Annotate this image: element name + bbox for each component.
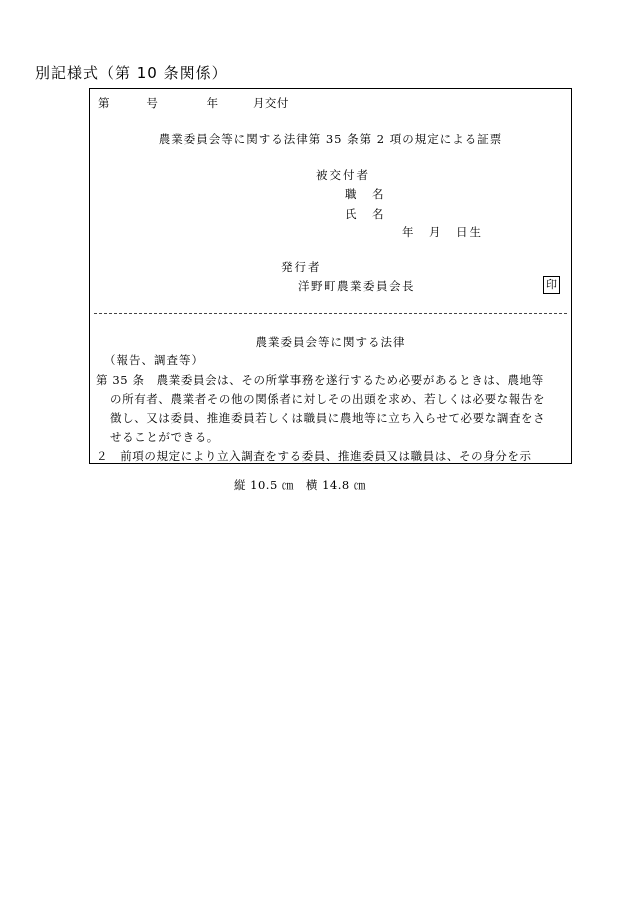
job-title-label: 職 名 (345, 187, 386, 201)
cut-line-divider (94, 313, 567, 314)
law-text-line: せることができる。 (110, 430, 219, 444)
seal-stamp-box: 印 (543, 276, 560, 294)
recipient-label: 被交付者 (316, 168, 370, 182)
issue-number-label: 号 (146, 96, 159, 110)
law-text-line: 徴し、又は委員、推進委員若しくは職員に農地等に立ち入らせて必要な調査をさ (110, 411, 546, 425)
birth-date-label: 年 月 日生 (402, 225, 483, 239)
law-text-line: の所有者、農業者その他の関係者に対しその出頭を求め、若しくは必要な報告を (110, 392, 546, 406)
issue-line (98, 95, 289, 111)
certificate-title: 農業委員会等に関する法律第 35 条第 2 項の規定による証票 (158, 132, 503, 146)
page-title: 別記様式（第 10 条関係） (35, 64, 228, 82)
issue-date-label: 月交付 (252, 96, 289, 110)
law-article-heading: （報告、調査等） (104, 353, 204, 367)
issue-no-label: 第 (98, 96, 110, 110)
law-text-line: ２ 前項の規定により立入調査をする委員、推進委員又は職員は、その身分を示 (96, 449, 532, 463)
law-text-line: 第 35 条 農業委員会は、その所掌事務を遂行するため必要があるときは、農地等 (96, 373, 544, 387)
issuer-name: 洋野町農業委員会長 (298, 279, 415, 293)
law-title: 農業委員会等に関する法律 (255, 335, 406, 349)
name-label: 氏 名 (345, 207, 386, 221)
issuer-label: 発行者 (281, 260, 322, 274)
size-note: 縦 10.5 ㎝ 横 14.8 ㎝ (234, 478, 366, 492)
issue-year-label: 年 (206, 96, 219, 110)
law-article-text (96, 371, 566, 466)
certificate-frame (89, 88, 572, 464)
